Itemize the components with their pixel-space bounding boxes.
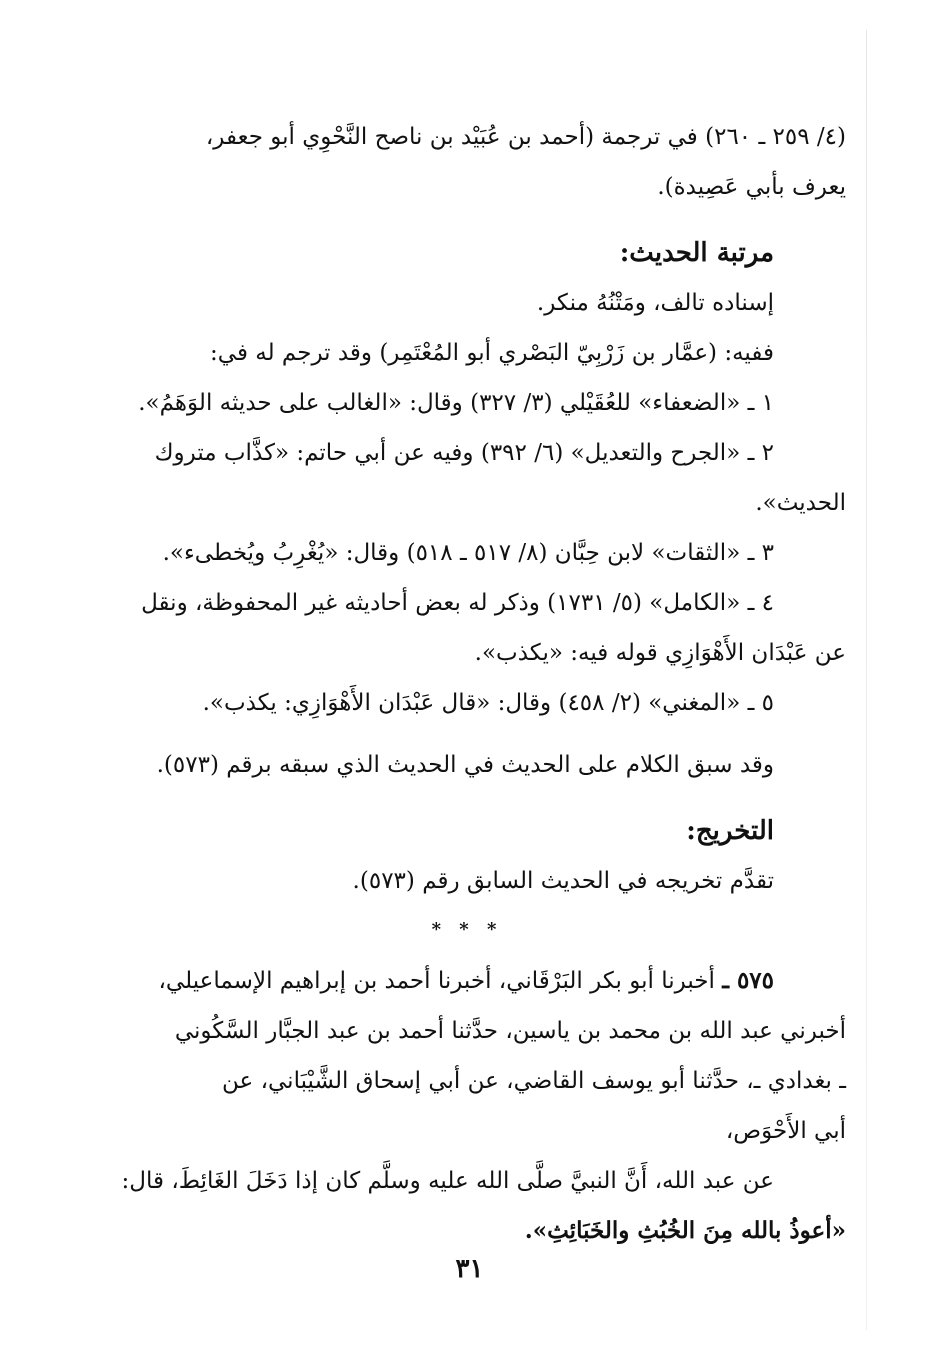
text-line: يعرف بأبي عَصِيدة). [657,174,846,200]
text-line: ـ بغدادي ـ، حدَّثنا أبو يوسف القاضي، عن أبي إسحاق الشَّيْبَاني، عن [222,1068,846,1094]
list-item: ٤ ـ «الكامل» (٥/ ١٧٣١) وذكر له بعض أحاديثه غير المحفوظة، ونقل [141,590,774,616]
page-edge-shadow [866,30,867,1330]
text-line: (٤/ ٢٥٩ ـ ٢٦٠) في ترجمة (أحمد بن عُبَيْد بن ناصح النَّحْوِي أبو جعفر، [205,124,846,150]
text-line: وقد سبق الكلام على الحديث في الحديث الذي سبقه برقم (٥٧٣). [156,752,774,778]
text-line: إسناده تالف، ومَتْنُهُ منكر. [536,290,774,316]
hadith-number: ٥٧٥ ـ [722,967,774,994]
section-heading-hadith-rank: مرتبة الحديث: [619,238,774,268]
text-line: أخبرنا أبو بكر البَرْقَاني، أخبرنا أحمد بن إبراهيم الإسماعيلي، [158,968,715,994]
text-line: ففيه: (عمَّار بن زَرْبِيّ البَصْري أبو المُعْتَمِر) وقد ترجم له في: [210,340,774,366]
hadith-first-line [88,956,846,1006]
text-line: عن عبد الله، أَنَّ النبيَّ صلَّى الله عليه وسلَّم كان إذا دَخَلَ الغَائِطَ، قال: [121,1168,774,1194]
list-item: ١ ـ «الضعفاء» للعُقَيْلي (٣/ ٣٢٧) وقال: «الغالب على حديثه الوَهَمُ». [138,390,774,416]
page-number: ٣١ [455,1254,484,1284]
list-item: ٢ ـ «الجرح والتعديل» (٦/ ٣٩٢) وفيه عن أبي حاتم: «كذَّاب متروك [154,440,774,466]
list-item: ٣ ـ «الثقات» لابن حِبَّان (٨/ ٥١٧ ـ ٥١٨) وقال: «يُغْرِبُ ويُخطىء». [162,540,774,566]
text-line: أخبرني عبد الله بن محمد بن ياسين، حدَّثنا أحمد بن عبد الجبَّار السَّكُوني [174,1018,846,1044]
section-separator: * * * [431,919,503,940]
text-line: الحديث». [755,490,846,516]
section-heading-takhrij: التخريج: [686,816,774,846]
list-item: ٥ ـ «المغني» (٢/ ٤٥٨) وقال: «قال عَبْدَان الأَهْوَازِي: يكذب». [202,690,774,716]
page-content [88,112,846,1256]
text-line: عن عَبْدَان الأَهْوَازِي قوله فيه: «يكذب». [474,640,846,666]
text-line: تقدَّم تخريجه في الحديث السابق رقم (٥٧٣). [352,868,774,894]
text-line: أبي الأَحْوَص، [725,1118,846,1144]
hadith-text: «أعوذُ بالله مِنَ الخُبُثِ والخَبَائِثِ». [524,1217,846,1244]
